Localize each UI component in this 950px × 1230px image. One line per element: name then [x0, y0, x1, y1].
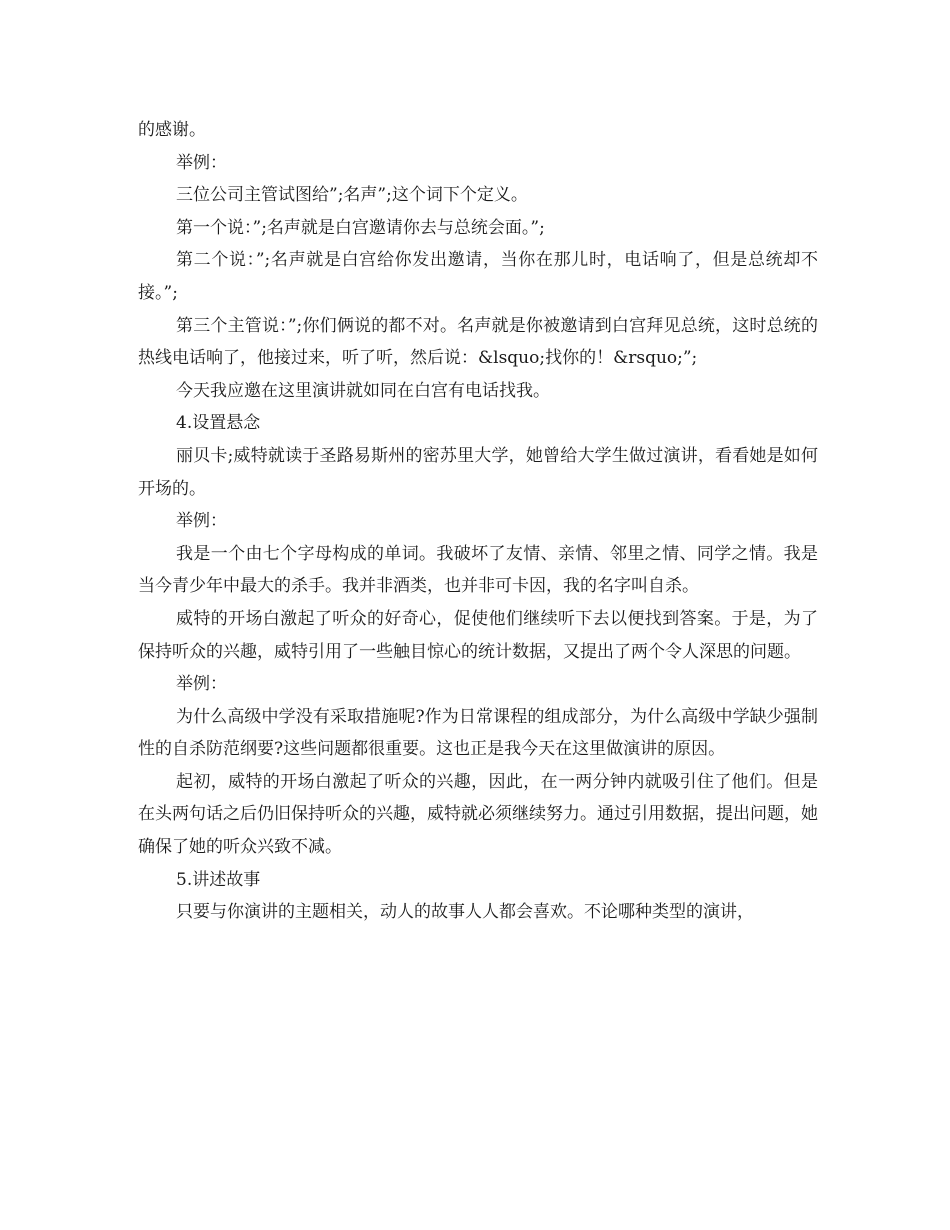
paragraph-6: 第三个主管说：”;你们俩说的都不对。名声就是你被邀请到白宫拜见总统，这时总统的热线电话响了，他接过来，听了听，然后说：&lsquo;找你的！&rsquo;”;	[138, 315, 818, 369]
document-body	[138, 114, 818, 929]
paragraph-1: 的感谢。	[138, 120, 206, 140]
paragraph-9: 丽贝卡;威特就读于圣路易斯州的密苏里大学，她曾给大学生做过演讲，看看她是如何开场的。	[138, 445, 818, 499]
paragraph-11: 我是一个由七个字母构成的单词。我破坏了友情、亲情、邻里之情、同学之情。我是当今青少年中最大的杀手。我并非酒类，也并非可卡因，我的名字叫自杀。	[138, 543, 818, 597]
paragraph-14: 为什么高级中学没有采取措施呢?作为日常课程的组成部分，为什么高级中学缺少强制性的自杀防范纲要?这些问题都很重要。这也正是我今天在这里做演讲的原因。	[138, 706, 818, 760]
paragraph-12: 威特的开场白激起了听众的好奇心，促使他们继续听下去以便找到答案。于是，为了保持听众的兴趣，威特引用了一些触目惊心的统计数据，又提出了两个令人深思的问题。	[138, 608, 818, 662]
paragraph-5: 第二个说：”;名声就是白宫给你发出邀请，当你在那儿时，电话响了，但是总统却不接。”;	[138, 250, 818, 303]
section-heading-4: 4.设置悬念	[176, 413, 261, 434]
section-heading-5: 5.讲述故事	[176, 869, 261, 890]
paragraph-3: 三位公司主管试图给”;名声”;这个词下个定义。	[176, 185, 528, 206]
paragraph-2: 举例：	[176, 152, 227, 173]
paragraph-10: 举例：	[176, 511, 227, 532]
paragraph-7: 今天我应邀在这里演讲就如同在白宫有电话找我。	[176, 380, 550, 401]
paragraph-13: 举例：	[176, 674, 227, 695]
paragraph-4: 第一个说：”;名声就是白宫邀请你去与总统会面。”;	[176, 217, 545, 238]
paragraph-17: 只要与你演讲的主题相关，动人的故事人人都会喜欢。不论哪种类型的演讲，	[176, 902, 754, 923]
paragraph-15: 起初，威特的开场白激起了听众的兴趣，因此，在一两分钟内就吸引住了他们。但是在头两句话之后仍旧保持听众的兴趣，威特就必须继续努力。通过引用数据，提出问题，她确保了她的听众兴致不减。	[138, 771, 818, 858]
